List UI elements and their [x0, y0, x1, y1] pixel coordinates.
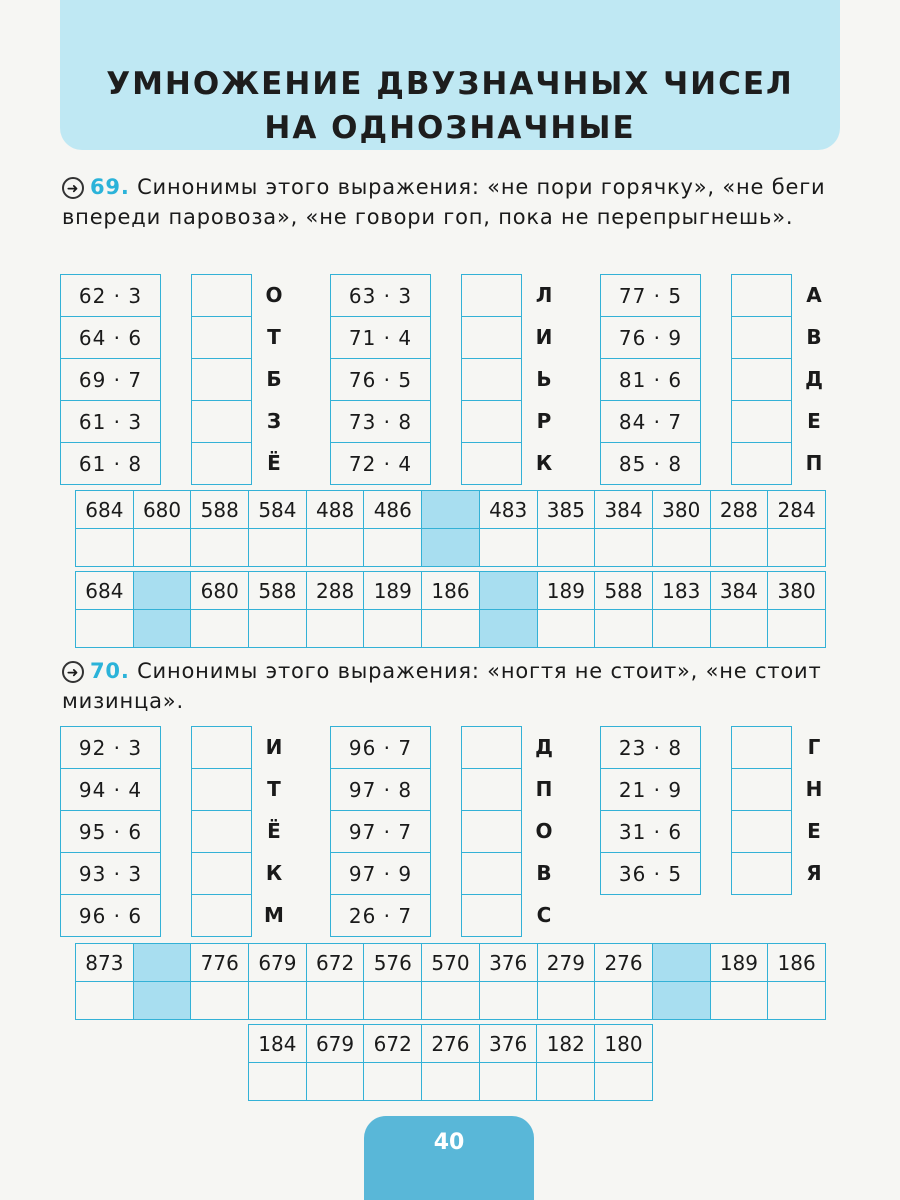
number-cell — [422, 491, 480, 529]
arrow-icon: ➜ — [62, 177, 84, 199]
answer-cell[interactable] — [732, 811, 792, 853]
number-cell: 276 — [595, 944, 653, 982]
answer-cell[interactable] — [732, 275, 792, 317]
answer-cell[interactable] — [732, 317, 792, 359]
answer-cell[interactable] — [192, 401, 252, 443]
expression-cell: 96 · 7 — [331, 727, 431, 769]
letter-label: Д — [805, 367, 823, 391]
answer-cell[interactable] — [732, 853, 792, 895]
letter-label: С — [536, 903, 552, 927]
letter-input-cell[interactable] — [537, 1063, 595, 1101]
number-cell — [479, 572, 537, 610]
number-cell: 588 — [249, 572, 307, 610]
letter-input-cell[interactable] — [595, 610, 653, 648]
letter-input-cell[interactable] — [595, 982, 653, 1020]
answer-column — [731, 726, 792, 895]
answer-cell[interactable] — [462, 359, 522, 401]
number-cell: 288 — [710, 491, 768, 529]
number-cell: 672 — [364, 1025, 422, 1063]
number-cell: 588 — [595, 572, 653, 610]
expression-cell: 84 · 7 — [601, 401, 701, 443]
letter-label: Д — [535, 735, 553, 759]
letter-input-cell — [133, 610, 191, 648]
expression-column — [330, 274, 431, 485]
number-cell: 183 — [652, 572, 710, 610]
number-cell: 486 — [364, 491, 422, 529]
answer-cell[interactable] — [462, 317, 522, 359]
letter-label: О — [265, 283, 283, 307]
answer-cell[interactable] — [462, 811, 522, 853]
letter-input-cell[interactable] — [710, 610, 768, 648]
answer-cell[interactable] — [462, 853, 522, 895]
letter-input-cell[interactable] — [249, 529, 307, 567]
answer-cell[interactable] — [192, 727, 252, 769]
task-69-text — [62, 172, 842, 232]
letter-input-cell — [479, 610, 537, 648]
expression-cell: 81 · 6 — [601, 359, 701, 401]
letter-label: Т — [267, 777, 281, 801]
answer-cell[interactable] — [192, 275, 252, 317]
expression-cell: 61 · 3 — [61, 401, 161, 443]
letter-input-cell[interactable] — [537, 982, 595, 1020]
letter-input-cell[interactable] — [479, 982, 537, 1020]
letter-input-cell[interactable] — [306, 529, 364, 567]
number-cell: 189 — [710, 944, 768, 982]
number-cell: 679 — [249, 944, 307, 982]
number-cell: 186 — [422, 572, 480, 610]
answer-cell[interactable] — [462, 895, 522, 937]
letter-label: Е — [807, 409, 821, 433]
number-cell: 288 — [306, 572, 364, 610]
number-cell: 873 — [76, 944, 134, 982]
letter-input-cell[interactable] — [422, 982, 480, 1020]
letter-input-cell[interactable] — [249, 982, 307, 1020]
letter-input-cell[interactable] — [364, 982, 422, 1020]
expression-cell: 72 · 4 — [331, 443, 431, 485]
letter-input-cell — [422, 529, 480, 567]
letter-label: З — [266, 409, 282, 433]
expression-cell: 97 · 8 — [331, 769, 431, 811]
expression-cell: 69 · 7 — [61, 359, 161, 401]
decode-row — [75, 571, 826, 648]
answer-cell[interactable] — [192, 443, 252, 485]
answer-cell[interactable] — [462, 275, 522, 317]
answer-cell[interactable] — [192, 811, 252, 853]
expression-cell: 97 · 7 — [331, 811, 431, 853]
letter-label: Н — [805, 777, 823, 801]
answer-cell[interactable] — [462, 727, 522, 769]
letter-input-cell[interactable] — [133, 529, 191, 567]
number-cell: 672 — [306, 944, 364, 982]
expression-cell: 76 · 9 — [601, 317, 701, 359]
answer-column — [461, 274, 522, 485]
letter-input-cell[interactable] — [595, 529, 653, 567]
task-number: 70. — [90, 659, 130, 683]
task-number: 69. — [90, 175, 130, 199]
number-cell: 483 — [479, 491, 537, 529]
letter-input-cell[interactable] — [364, 1063, 422, 1101]
letter-label: Р — [536, 409, 552, 433]
answer-column — [191, 726, 252, 937]
number-cell: 384 — [710, 572, 768, 610]
number-cell: 588 — [191, 491, 249, 529]
letter-input-cell[interactable] — [537, 529, 595, 567]
letter-label: В — [806, 325, 822, 349]
answer-cell[interactable] — [732, 359, 792, 401]
letter-label: В — [536, 861, 552, 885]
title-line-1: УМНОЖЕНИЕ ДВУЗНАЧНЫХ ЧИСЕЛ — [106, 66, 794, 102]
number-cell: 182 — [537, 1025, 595, 1063]
expression-cell: 73 · 8 — [331, 401, 431, 443]
letter-label: О — [535, 819, 553, 843]
expression-column — [600, 726, 701, 895]
letter-input-cell[interactable] — [364, 529, 422, 567]
expression-cell: 95 · 6 — [61, 811, 161, 853]
answer-cell[interactable] — [192, 769, 252, 811]
letter-label: Ё — [267, 451, 281, 475]
number-cell: 186 — [768, 944, 826, 982]
answer-column — [191, 274, 252, 485]
number-cell: 684 — [76, 572, 134, 610]
answer-cell[interactable] — [192, 895, 252, 937]
expression-cell: 94 · 4 — [61, 769, 161, 811]
answer-column — [731, 274, 792, 485]
task-70-text — [62, 656, 842, 716]
expression-cell: 97 · 9 — [331, 853, 431, 895]
number-cell: 680 — [191, 572, 249, 610]
number-cell: 385 — [537, 491, 595, 529]
answer-cell[interactable] — [462, 401, 522, 443]
letter-label: Е — [807, 819, 821, 843]
expression-cell: 64 · 6 — [61, 317, 161, 359]
letter-input-cell[interactable] — [364, 610, 422, 648]
expression-column — [330, 726, 431, 937]
expression-cell: 85 · 8 — [601, 443, 701, 485]
letter-label: К — [535, 451, 553, 475]
task-statement: Синонимы этого выражения: «не пори горячку», «не беги впереди паровоза», «не говори гоп, пока не перепрыгнешь». — [62, 175, 826, 229]
answer-cell[interactable] — [192, 317, 252, 359]
number-cell — [133, 572, 191, 610]
arrow-icon: ➜ — [62, 661, 84, 683]
number-cell: 189 — [364, 572, 422, 610]
letter-input-cell[interactable] — [537, 610, 595, 648]
expression-cell: 76 · 5 — [331, 359, 431, 401]
expression-cell: 23 · 8 — [601, 727, 701, 769]
answer-cell[interactable] — [192, 359, 252, 401]
number-cell: 584 — [249, 491, 307, 529]
letter-input-cell[interactable] — [422, 610, 480, 648]
letter-input-cell[interactable] — [306, 982, 364, 1020]
decode-row — [248, 1024, 653, 1101]
letter-input-cell[interactable] — [479, 1063, 537, 1101]
expression-cell: 62 · 3 — [61, 275, 161, 317]
letter-input-cell[interactable] — [479, 529, 537, 567]
expression-cell: 63 · 3 — [331, 275, 431, 317]
number-cell: 180 — [595, 1025, 653, 1063]
answer-cell[interactable] — [732, 769, 792, 811]
number-cell: 184 — [249, 1025, 307, 1063]
number-cell: 376 — [479, 1025, 537, 1063]
letter-label: Г — [807, 735, 821, 759]
answer-cell[interactable] — [732, 727, 792, 769]
letter-label: Ё — [267, 819, 281, 843]
page-number: 40 — [364, 1116, 534, 1200]
letter-label: Л — [535, 283, 553, 307]
letter-label: К — [265, 861, 283, 885]
number-cell: 189 — [537, 572, 595, 610]
expression-cell: 93 · 3 — [61, 853, 161, 895]
letter-label: Б — [266, 367, 282, 391]
letter-input-cell[interactable] — [652, 529, 710, 567]
expression-cell: 77 · 5 — [601, 275, 701, 317]
letter-label: А — [806, 283, 822, 307]
decode-row — [75, 490, 826, 567]
expression-column — [60, 274, 161, 485]
answer-cell[interactable] — [732, 443, 792, 485]
expression-cell: 61 · 8 — [61, 443, 161, 485]
letter-input-cell[interactable] — [306, 1063, 364, 1101]
letter-input-cell[interactable] — [191, 610, 249, 648]
letter-input-cell[interactable] — [768, 529, 826, 567]
letter-input-cell[interactable] — [710, 529, 768, 567]
letter-input-cell — [133, 982, 191, 1020]
page-title — [60, 62, 840, 150]
number-cell — [133, 944, 191, 982]
number-cell: 684 — [76, 491, 134, 529]
letter-input-cell[interactable] — [768, 610, 826, 648]
letter-input-cell[interactable] — [306, 610, 364, 648]
answer-cell[interactable] — [462, 443, 522, 485]
answer-cell[interactable] — [192, 853, 252, 895]
letter-input-cell[interactable] — [249, 1063, 307, 1101]
number-cell: 380 — [768, 572, 826, 610]
expression-cell: 31 · 6 — [601, 811, 701, 853]
number-cell — [652, 944, 710, 982]
letter-input-cell[interactable] — [249, 610, 307, 648]
letter-input-cell[interactable] — [191, 982, 249, 1020]
expression-cell: 36 · 5 — [601, 853, 701, 895]
expression-cell: 26 · 7 — [331, 895, 431, 937]
number-cell: 284 — [768, 491, 826, 529]
letter-label: Т — [267, 325, 281, 349]
number-cell: 576 — [364, 944, 422, 982]
answer-cell[interactable] — [732, 401, 792, 443]
letter-input-cell[interactable] — [76, 982, 134, 1020]
letter-input-cell[interactable] — [76, 529, 134, 567]
task-statement: Синонимы этого выражения: «ногтя не стоит», «не стоит мизинца». — [62, 659, 822, 713]
number-cell: 279 — [537, 944, 595, 982]
number-cell: 679 — [306, 1025, 364, 1063]
letter-input-cell[interactable] — [652, 610, 710, 648]
title-line-2: НА ОДНОЗНАЧНЫЕ — [264, 110, 636, 146]
answer-column — [461, 726, 522, 937]
letter-input-cell[interactable] — [422, 1063, 480, 1101]
letter-label: Я — [806, 861, 822, 885]
number-cell: 376 — [479, 944, 537, 982]
expression-cell: 71 · 4 — [331, 317, 431, 359]
expression-cell: 92 · 3 — [61, 727, 161, 769]
number-cell: 488 — [306, 491, 364, 529]
letter-input-cell — [652, 982, 710, 1020]
number-cell: 570 — [422, 944, 480, 982]
letter-input-cell[interactable] — [76, 610, 134, 648]
letter-label: И — [265, 735, 283, 759]
letter-input-cell[interactable] — [768, 982, 826, 1020]
number-cell: 680 — [133, 491, 191, 529]
number-cell: 384 — [595, 491, 653, 529]
letter-label: П — [805, 451, 823, 475]
letter-label: М — [264, 903, 284, 927]
letter-input-cell[interactable] — [191, 529, 249, 567]
expression-column — [600, 274, 701, 485]
expression-cell: 96 · 6 — [61, 895, 161, 937]
letter-label: П — [535, 777, 553, 801]
decode-row — [75, 943, 826, 1020]
number-cell: 276 — [422, 1025, 480, 1063]
number-cell: 776 — [191, 944, 249, 982]
expression-cell: 21 · 9 — [601, 769, 701, 811]
letter-input-cell[interactable] — [710, 982, 768, 1020]
expression-column — [60, 726, 161, 937]
number-cell: 380 — [652, 491, 710, 529]
answer-cell[interactable] — [462, 769, 522, 811]
letter-label: Ь — [536, 367, 552, 391]
letter-input-cell[interactable] — [595, 1063, 653, 1101]
letter-label: И — [535, 325, 553, 349]
